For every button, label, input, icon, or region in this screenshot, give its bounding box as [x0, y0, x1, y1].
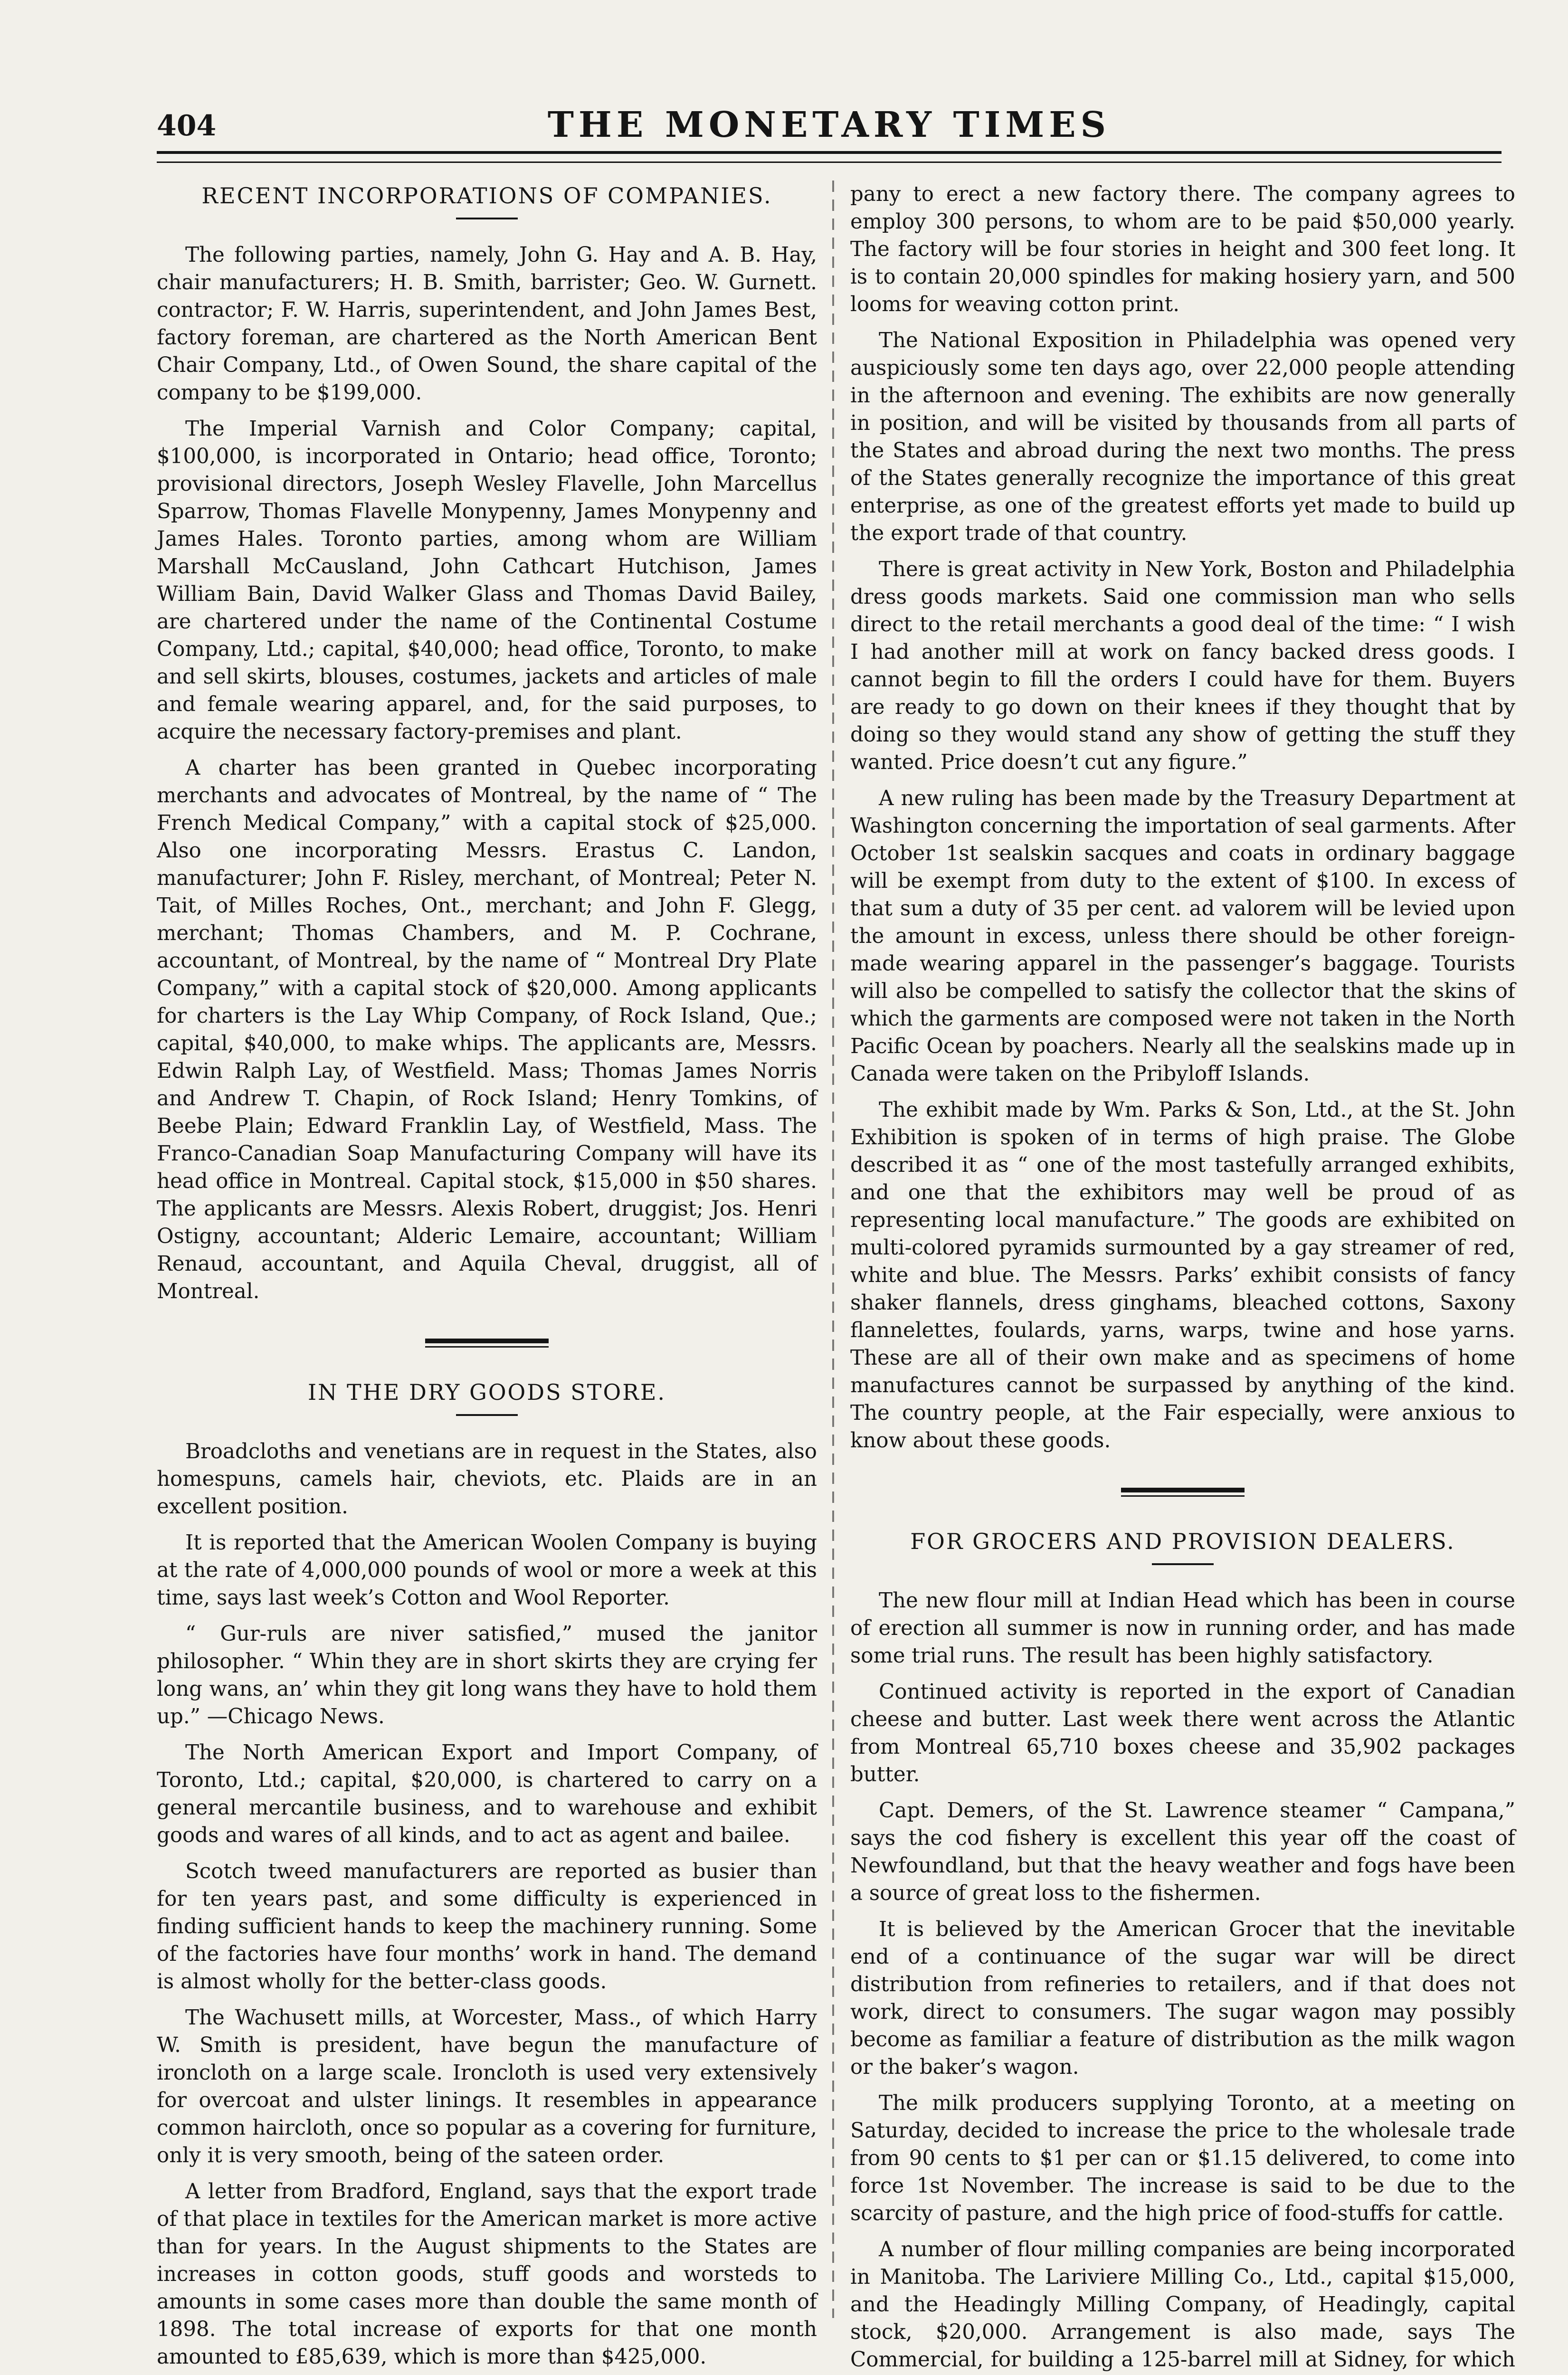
article-paragraph: The Imperial Varnish and Color Company; capital, $100,000, is incorporated in Ontario; head office, Toronto; provisional directors, Joseph Wesley Flavelle, John Marcellus Sparrow, Thomas Flavelle Monypenny, James Monypenny and James Hales. Toronto parties, among whom are William Marshall McCausland, John Cathcart Hutchison, James William Bain, David Walker Glass and Thomas David Bailey, are chartered under the name of the Continental Costume Company, Ltd.; capital, $40,000; head office, Toronto, to make and sell skirts, blouses, costumes, jackets and articles of male and female wearing apparel, and, for the said purposes, to acquire the necessary factory-premises and plant. — [157, 417, 817, 744]
page-number: 404 — [157, 109, 217, 142]
article-paragraph: It is believed by the American Grocer that the inevitable end of a continuance of the sugar war will be direct distribution from refineries to retailers, and if that does not work, direct to consumers. The sugar wagon may possibly become as familiar a feature of distribution as the milk wagon or the baker’s wagon. — [850, 1918, 1515, 2079]
article-paragraph: A number of flour milling companies are being incorporated in Manitoba. The Lariviere Milling Co., Ltd., capital $15,000, and the Headingly Milling Company, of Headingly, capital stock, $20,000. Arrangement is also made, says The Commercial, for building a 125-barrel mill at Sidney, for which — [850, 2238, 1515, 2372]
article-paragraph: The new flour mill at Indian Head which has been in course of erection all summer is now in running order, and has made some trial runs. The result has been highly satisfactory. — [850, 1589, 1515, 1668]
header-rule — [157, 151, 1501, 163]
article-paragraph-continued: pany to erect a new factory there. The company agrees to employ 300 persons, to whom are to be paid $50,000 yearly. The factory will be four stories in height and 300 feet long. It is to contain 20,000 spindles for making hosiery yarn, and 500 looms for weaving cotton print. — [850, 182, 1515, 316]
article-paragraph: A new ruling has been made by the Treasury Department at Washington concerning the importation of seal garments. After October 1st sealskin sacques and coats in ordinary baggage will be exempt from duty to the extent of $100. In excess of that sum a duty of 35 per cent. ad valorem will be levied upon the amount in excess, unless there should be other foreign-made wearing apparel in the passenger’s baggage. Tourists will also be compelled to satisfy the collector that the skins of which the garments are composed were not taken in the North Pacific Ocean by poachers. Nearly all the sealskins made up in Canada were taken on the Pribyloff Islands. — [850, 787, 1515, 1086]
section-separator — [1121, 1488, 1245, 1497]
article-paragraph: The milk producers supplying Toronto, at a meeting on Saturday, decided to increase the price to the wholesale trade from 90 cents to $1 per can or $1.15 delivered, to come into force 1st November. The increase is said to be due to the scarcity of pasture, and the high price of food-stuffs for cattle. — [850, 2091, 1515, 2225]
article-paragraph: Capt. Demers, of the St. Lawrence steamer “ Campana,” says the cod fishery is excellent this year off the coast of Newfoundland, but that the heavy weather and fogs have been a source of great loss to the fishermen. — [850, 1799, 1515, 1905]
article-paragraph: The North American Export and Import Company, of Toronto, Ltd.; capital, $20,000, is chartered to carry on a general mercantile business, and to warehouse and exhibit goods and wares of all kinds, and to act as agent and bailee. — [157, 1741, 817, 1847]
heading-rule — [456, 218, 518, 219]
article-paragraph: The National Exposition in Philadelphia was opened very auspiciously some ten days ago, over 22,000 people attending in the afternoon and evening. The exhibits are now generally in position, and will be visited by thousands from all parts of the States and abroad during the next two months. The press of the States generally recognize the importance of this great enterprise, as one of the greatest efforts yet made to build up the export trade of that country. — [850, 329, 1515, 545]
article-paragraph: There is great activity in New York, Boston and Philadelphia dress goods markets. Said one commission man who sells direct to the retail merchants a good deal of the time: “ I wish I had another mill at work on fancy backed dress goods. I cannot begin to fill the orders I could have for them. Buyers are ready to go down on their knees if they thought that by doing so they would stand any show of getting the stuff they wanted. Price doesn’t cut any figure.” — [850, 558, 1515, 774]
article-paragraph: The following parties, namely, John G. Hay and A. B. Hay, chair manufacturers; H. B. Smith, barrister; Geo. W. Gurnett. contractor; F. W. Harris, superintendent, and John James Best, factory foreman, are chartered as the North American Bent Chair Company, Ltd., of Owen Sound, the share capital of the company to be $199,000. — [157, 243, 817, 405]
article-paragraph: “ Gur-ruls are niver satisfied,” mused the janitor philosopher. “ Whin they are in short skirts they are crying fer long wans, an’ whin they git long wans they have to hold them up.” —Chicago News. — [157, 1622, 817, 1729]
article-paragraph: A letter from Bradford, England, says that the export trade of that place in textiles for the American market is more active than for years. In the August shipments to the States are increases in cotton goods, stuff goods and worsteds to amounts in some cases more than double the same month of 1898. The total increase of exports for that one month amounted to £85,639, which is more than $425,000. — [157, 2180, 817, 2369]
journal-title: THE MONETARY TIMES — [547, 104, 1111, 145]
section-separator — [425, 1339, 549, 1348]
article-paragraph: It is reported that the American Woolen Company is buying at the rate of 4,000,000 pounds of wool or more a week at this time, says last week’s Cotton and Wool Reporter. — [157, 1531, 817, 1610]
heading-rule — [456, 1414, 518, 1416]
right-column — [850, 180, 1515, 2375]
article-paragraph: Continued activity is reported in the export of Canadian cheese and butter. Last week there went across the Atlantic from Montreal 65,710 boxes cheese and 35,902 packages butter. — [850, 1680, 1515, 1786]
column-divider — [832, 180, 834, 2318]
article-paragraph: The exhibit made by Wm. Parks & Son, Ltd., at the St. John Exhibition is spoken of in terms of high praise. The Globe described it as “ one of the most tastefully arranged exhibits, and one that the exhibitors may well be proud of as representing local manufacture.” The goods are exhibited on multi-colored pyramids surmounted by a gay streamer of red, white and blue. The Messrs. Parks’ exhibit consists of fancy shaker flannels, dress ginghams, bleached cottons, Saxony flannelettes, foulards, yarns, warps, twine and hose yarns. These are all of their own make and as specimens of home manufactures cannot be surpassed by anything of the kind. The country people, at the Fair especially, were anxious to know about these goods. — [850, 1098, 1515, 1453]
article-paragraph: Scotch tweed manufacturers are reported as busier than for ten years past, and some difficulty is experienced in finding sufficient hands to keep the machinery running. Some of the factories have four months’ work in hand. The demand is almost wholly for the better-class goods. — [157, 1860, 817, 1994]
section-heading-dry-goods: IN THE DRY GOODS STORE. — [307, 1379, 666, 1405]
page-header — [157, 100, 1501, 152]
article-paragraph: The Wachusett mills, at Worcester, Mass., of which Harry W. Smith is president, have begun the manufacture of ironcloth on a large scale. Ironcloth is used very extensively for overcoat and ulster linings. It resembles in appearance common haircloth, once so popular as a covering for furniture, only it is very smooth, being of the sateen order. — [157, 2006, 817, 2167]
article-paragraph: Broadcloths and venetians are in request in the States, also homespuns, camels hair, cheviots, etc. Plaids are in an excellent position. — [157, 1440, 817, 1519]
left-column — [157, 180, 817, 2375]
section-heading-grocers: FOR GROCERS AND PROVISION DEALERS. — [910, 1529, 1455, 1554]
section-heading-incorporations: RECENT INCORPORATIONS OF COMPANIES. — [201, 183, 772, 209]
article-paragraph: A charter has been granted in Quebec incorporating merchants and advocates of Montreal, by the name of “ The French Medical Company,” with a capital stock of $25,000. Also one incorporating Messrs. Erastus C. Landon, manufacturer; John F. Risley, merchant, of Montreal; Peter N. Tait, of Milles Roches, Ont., merchant; and John F. Glegg, merchant; Thomas Chambers, and M. P. Cochrane, accountant, of Montreal, by the name of “ Montreal Dry Plate Company,” with a capital stock of $20,000. Among applicants for charters is the Lay Whip Company, of Rock Island, Que.; capital, $40,000, to make whips. The applicants are, Messrs. Edwin Ralph Lay, of Westfield. Mass; Thomas James Norris and Andrew T. Chapin, of Rock Island; Henry Tomkins, of Beebe Plain; Edward Franklin Lay, of Westfield, Mass. The Franco-Canadian Soap Manufacturing Company will have its head office in Montreal. Capital stock, $15,000 in $50 shares. The applicants are Messrs. Alexis Robert, druggist; Jos. Henri Ostigny, accountant; Alderic Lemaire, accountant; William Renaud, accountant, and Aquila Cheval, druggist, all of Montreal. — [157, 756, 817, 1303]
heading-rule — [1152, 1563, 1214, 1565]
